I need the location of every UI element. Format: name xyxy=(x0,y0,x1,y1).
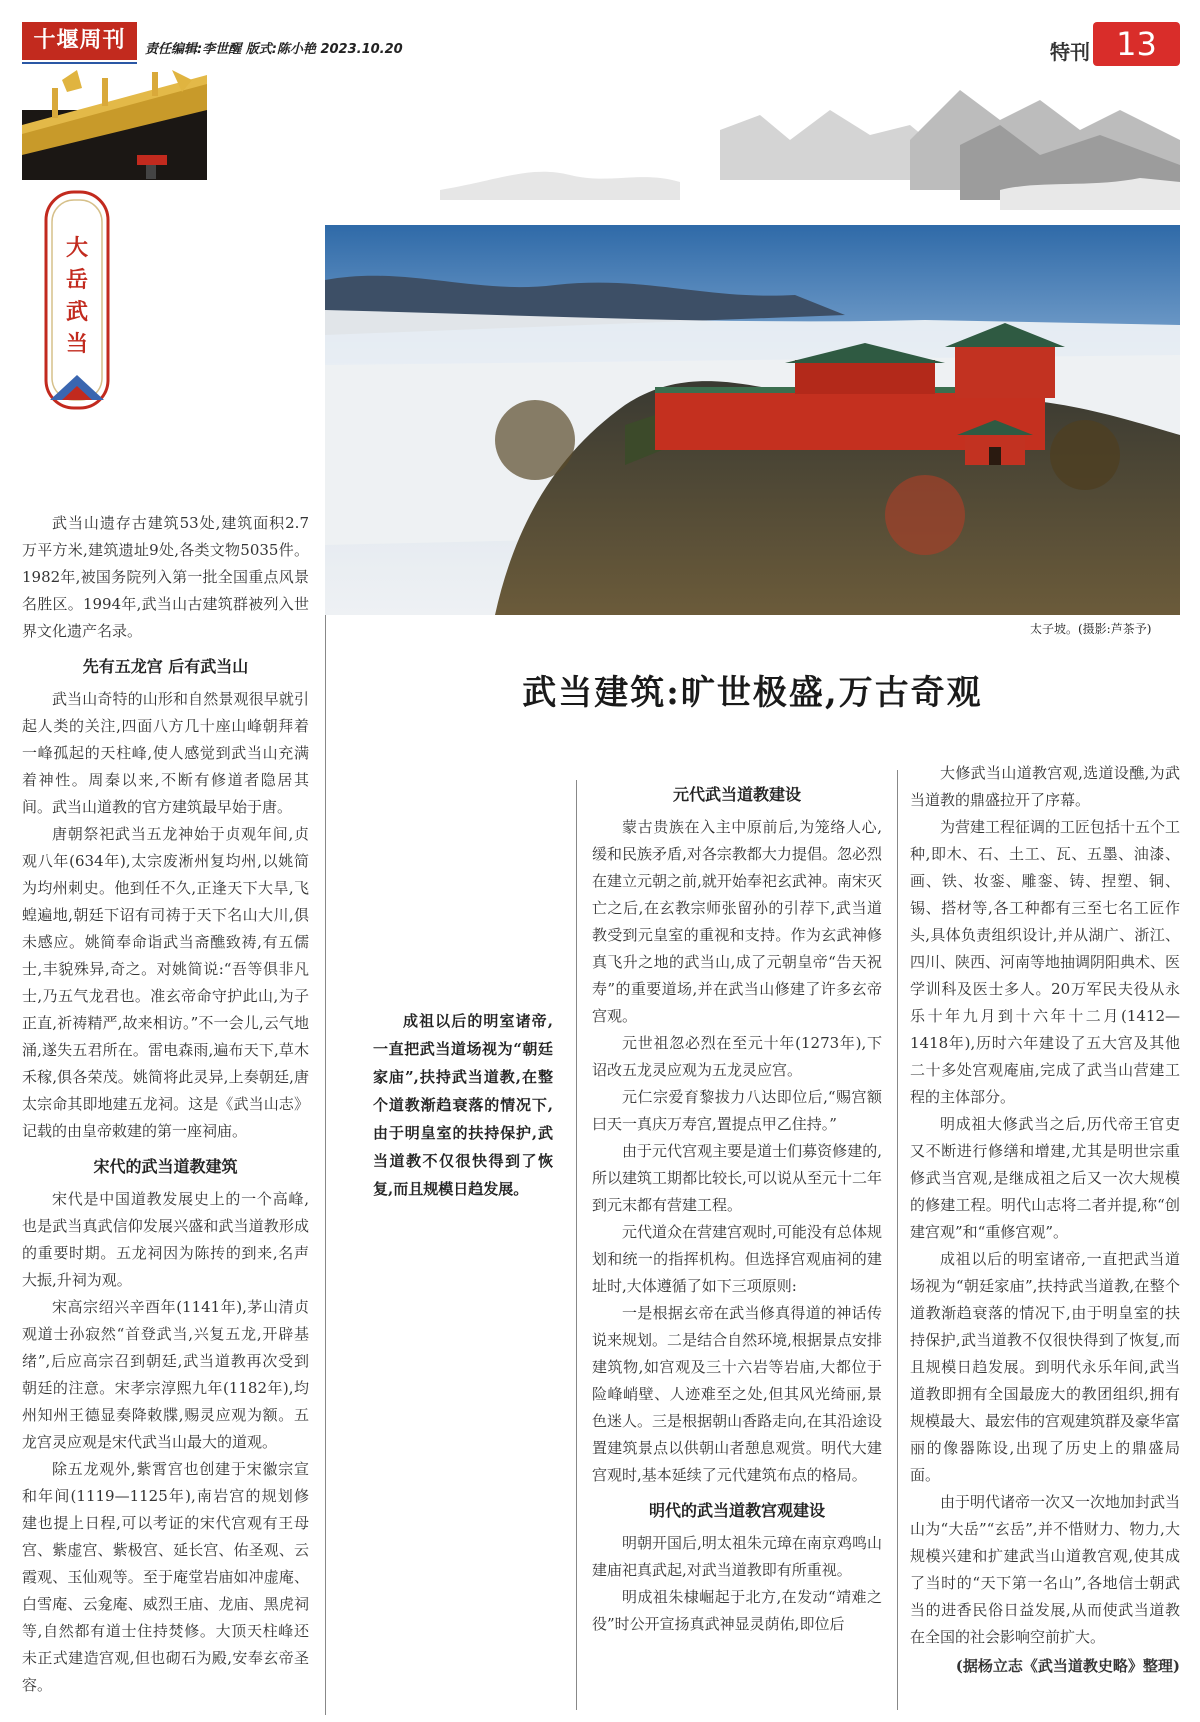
banner-char: 大 xyxy=(65,235,88,261)
paragraph: 宋代是中国道教发展史上的一个高峰,也是武当真武信仰发展兴盛和武当道教形成的重要时期。五龙祠因为陈抟的到来,名声大振,升祠为观。 xyxy=(22,1190,309,1289)
pull-quote xyxy=(373,1007,553,1203)
paragraph: 为营建工程征调的工匠包括十五个工种,即木、石、土工、瓦、五墨、油漆、画、铁、妆銮、雕銮、铸、捏塑、铜、锡、搭材等,各工种都有三至七名工匠作头,具体负责组织设计,并从湖广、浙江、四川、陕西、河南等地抽调阴阳典术、医学训科及医士多人。20万军民夫役从永乐十年九月到十六年十二月(1412—1418年),历时六年建设了五大宫及其他二十多处宫观庵庙,完成了武当山营建工程的主体部分。 xyxy=(910,818,1181,1106)
paragraph: 由于明代诸帝一次又一次地加封武当山为“大岳”“玄岳”,并不惜财力、物力,大规模兴建和扩建武当山道教宫观,使其成了当时的“天下第一名山”,各地信士朝武当的进香民俗日益发展,从而使武当道教在全国的社会影响空前扩大。 xyxy=(910,1493,1181,1646)
paragraph: 由于元代宫观主要是道士们募资修建的,所以建筑工期都比较长,可以说从至元十二年到元末都有营建工程。 xyxy=(592,1142,882,1214)
paragraph: 武当山奇特的山形和自然景观很早就引起人类的关注,四面八方几十座山峰朝拜着一峰孤起的天柱峰,使人感觉到武当山充满着神性。周秦以来,不断有修道者隐居其间。武当山道教的官方建筑最早始于唐。 xyxy=(22,690,309,816)
paragraph: 蒙古贵族在入主中原前后,为笼络人心,缓和民族矛盾,对各宗教都大力提倡。忽必烈在建立元朝之前,就开始奉祀玄武神。南宋灭亡之后,在玄教宗师张留孙的引荐下,武当道教受到元皇室的重视和支持。作为玄武神修真飞升之地的武当山,成了元朝皇帝“告天祝寿”的重要道场,并在武当山修建了许多玄帝宫观。 xyxy=(592,818,882,1025)
paragraph: 元代道众在营建宫观时,可能没有总体规划和统一的指挥机构。但选择宫观庙祠的建址时,大体遵循了如下三项原则: xyxy=(592,1223,882,1295)
paragraph: 元仁宗爱育黎拔力八达即位后,“赐宫额曰天一真庆万寿宫,置提点甲乙住持。” xyxy=(592,1088,882,1133)
paragraph: 除五龙观外,紫霄宫也创建于宋徽宗宣和年间(1119—1125年),南岩宫的规划修建也提上日程,可以考证的宋代宫观有王母宫、紫虚宫、紫极宫、延长宫、佑圣观、云霞观、玉仙观等。至于庵堂岩庙如冲虚庵、白雪庵、云龛庵、威烈王庙、龙庙、黑虎祠等,自然都有道士住持焚修。大顶天柱峰还未正式建造宫观,但也砌石为殿,安奉玄帝圣容。 xyxy=(22,1460,309,1694)
photo-caption: 太子坡。(摄影:芦茶予) xyxy=(1030,622,1152,636)
paragraph: 明成祖大修武当之后,历代帝王官吏又不断进行修缮和增建,尤其是明世宗重修武当宫观,是继成祖之后又一次大规模的修建工程。明代山志将二者并提,称“创建宫观”和“重修宫观”。 xyxy=(910,1115,1180,1241)
banner-char: 当 xyxy=(65,331,88,357)
masthead-logo: 十堰周刊 xyxy=(22,22,137,60)
column-divider xyxy=(897,770,898,1710)
section-label: 特刊 xyxy=(1050,40,1090,64)
banner-char: 武 xyxy=(65,299,88,325)
page-number-badge: 13 xyxy=(1093,22,1180,66)
taizipo-temple-photo xyxy=(325,225,1180,615)
banner-char: 岳 xyxy=(65,267,88,293)
paragraph: 一是根据玄帝在武当修真得道的神话传说来规划。二是结合自然环境,根据景点安排建筑物,如宫观及三十六岩等岩庙,大都位于险峰峭壁、人迹难至之处,但其风光绮丽,景色迷人。三是根据朝山香路走向,在其沿途设置建筑景点以供朝山者憩息观赏。明代大建宫观时,基本延续了元代建筑布点的格局。 xyxy=(592,1304,882,1484)
source-credit: (据杨立志《武当道教史略》整理) xyxy=(955,1657,1180,1675)
temple-roof-illustration xyxy=(22,70,207,180)
pull-quote-text: 成祖以后的明室诸帝,一直把武当道场视为“朝廷家庙”,扶持武当道教,在整个道教渐趋衰落的情况下,由于明皇室的扶持保护,武当道教不仅很快得到了恢复,而且规模日趋发展。 xyxy=(373,1012,553,1198)
paragraph: 武当山遗存古建筑53处,建筑面积2.7万平方米,建筑遗址9处,各类文物5035件。1982年,被国务院列入第一批全国重点风景名胜区。1994年,武当山古建筑群被列入世界文化遗产名录。 xyxy=(22,514,309,640)
article-headline: 武当建筑:旷世极盛,万古奇观 xyxy=(522,673,983,713)
ink-mountain-illustration xyxy=(440,70,1180,220)
paragraph: 大修武当山道教宫观,选道设醮,为武当道教的鼎盛拉开了序幕。 xyxy=(910,764,1180,809)
section-heading: 明代的武当道教宫观建设 xyxy=(648,1501,825,1520)
article-column-3 xyxy=(592,773,882,1638)
article-column-1 xyxy=(22,510,309,1699)
editor-line: 责任编辑:李世醒 版式:陈小艳 2023.10.20 xyxy=(145,42,403,57)
paragraph: 明成祖朱棣崛起于北方,在发动“靖难之役”时公开宣扬真武神显灵荫佑,即位后 xyxy=(592,1588,882,1633)
banner-title xyxy=(64,232,90,360)
paragraph: 成祖以后的明室诸帝,一直把武当道场视为“朝廷家庙”,扶持武当道教,在整个道教渐趋衰落的情况下,由于明皇室的扶持保护,武当道教不仅很快得到了恢复,而且规模日趋发展。到明代永乐年间,武当道教即拥有全国最庞大的教团组织,拥有规模最大、最宏伟的宫观建筑群及豪华富丽的像器陈设,出现了历史上的鼎盛局面。 xyxy=(910,1250,1181,1484)
article-column-4 xyxy=(910,760,1180,1680)
section-heading: 元代武当道教建设 xyxy=(672,785,801,804)
section-heading: 宋代的武当道教建筑 xyxy=(93,1157,238,1176)
section-heading: 先有五龙宫 后有武当山 xyxy=(82,657,249,676)
column-divider xyxy=(576,780,577,1710)
paragraph: 宋高宗绍兴辛酉年(1141年),茅山清贞观道士孙寂然“首登武当,兴复五龙,开辟基绪”,后应高宗召到朝廷,武当道教再次受到朝廷的注意。宋孝宗淳熙九年(1182年),均州知州王德显奏降敕牒,赐灵应观为额。五龙宫灵应观是宋代武当山最大的道观。 xyxy=(22,1298,309,1451)
paragraph: 明朝开国后,明太祖朱元璋在南京鸡鸣山建庙祀真武起,对武当道教即有所重视。 xyxy=(592,1534,882,1579)
paragraph: 元世祖忽必烈在至元十年(1273年),下诏改五龙灵应观为五龙灵应宫。 xyxy=(592,1034,882,1079)
paragraph: 唐朝祭祀武当五龙神始于贞观年间,贞观八年(634年),太宗废淅州复均州,以姚简为均州刺史。他到任不久,正逢天下大旱,飞蝗遍地,朝廷下诏有司祷于天下名山大川,俱未感应。姚简奉命诣武当斋醮致祷,有五儒士,丰貌殊异,奇之。对姚简说:“吾等俱非凡士,乃五气龙君也。准玄帝命守护此山,为子正直,祈祷精严,故来相访。”不一会儿,云气地涌,遂失五君所在。雷电森雨,遍布天下,草木禾稼,俱各荣茂。姚简将此灵异,上奏朝廷,唐太宗命其即地建五龙祠。这是《武当山志》记载的由皇帝敕建的第一座祠庙。 xyxy=(22,825,309,1140)
